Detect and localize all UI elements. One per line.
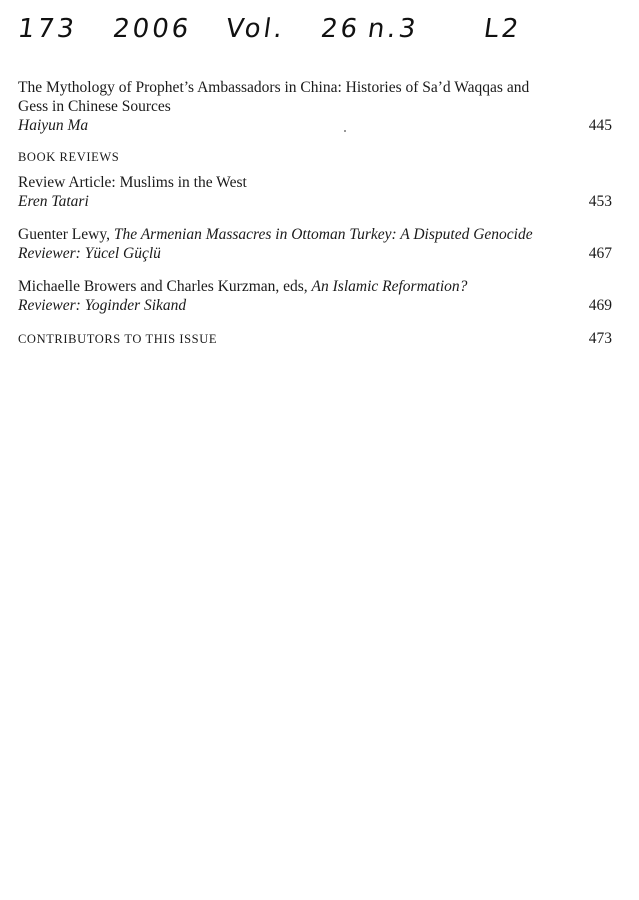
review-browers-authors: Michaelle Browers and Charles Kurzman, eds, xyxy=(18,278,312,295)
review-article-page-number: 453 xyxy=(588,193,612,210)
handwritten-issue: n.3 xyxy=(365,14,421,44)
toc-entry-review-lewy xyxy=(18,225,612,263)
review-lewy-reviewer: Reviewer: Yücel Güçlü xyxy=(18,245,161,262)
review-article-title: Review Article: Muslims in the West xyxy=(18,174,247,191)
review-lewy-title-line xyxy=(18,225,612,244)
review-browers-page-number: 469 xyxy=(588,297,612,314)
article-author: Haiyun Ma xyxy=(18,117,89,134)
toc-entry-contributors xyxy=(18,329,612,348)
toc-entry-review-browers xyxy=(18,277,612,315)
review-browers-reviewer: Reviewer: Yoginder Sikand xyxy=(18,297,187,314)
review-article-author: Eren Tatari xyxy=(18,193,89,210)
article-page-number: 445 xyxy=(588,117,612,134)
review-lewy-page-number: 467 xyxy=(588,245,612,262)
handwritten-number: 173 xyxy=(15,14,79,44)
review-browers-book-title: An Islamic Reformation? xyxy=(311,278,468,295)
handwritten-code: L2 xyxy=(481,14,524,44)
contributors-page-number: 473 xyxy=(588,330,612,347)
article-title: The Mythology of Prophet’s Ambassadors in China: Histories of Sa’d Waqqas and Gess in Chinese Sources xyxy=(18,79,530,115)
handwritten-annotation xyxy=(15,14,578,50)
handwritten-year: 2006 xyxy=(110,14,194,44)
review-browers-title-line xyxy=(18,277,612,296)
contributors-heading: CONTRIBUTORS TO THIS ISSUE xyxy=(18,332,218,346)
handwritten-vol-label: Vol. xyxy=(223,14,288,44)
table-of-contents xyxy=(18,78,612,348)
toc-entry-review-article xyxy=(18,173,612,211)
book-reviews-heading: BOOK REVIEWS xyxy=(18,150,120,164)
handwritten-vol-number: 26 xyxy=(318,14,363,44)
review-lewy-book-title: The Armenian Massacres in Ottoman Turkey: A Disputed Genocide xyxy=(113,226,533,243)
review-lewy-author: Guenter Lewy, xyxy=(18,226,114,243)
toc-entry-article xyxy=(18,78,612,135)
